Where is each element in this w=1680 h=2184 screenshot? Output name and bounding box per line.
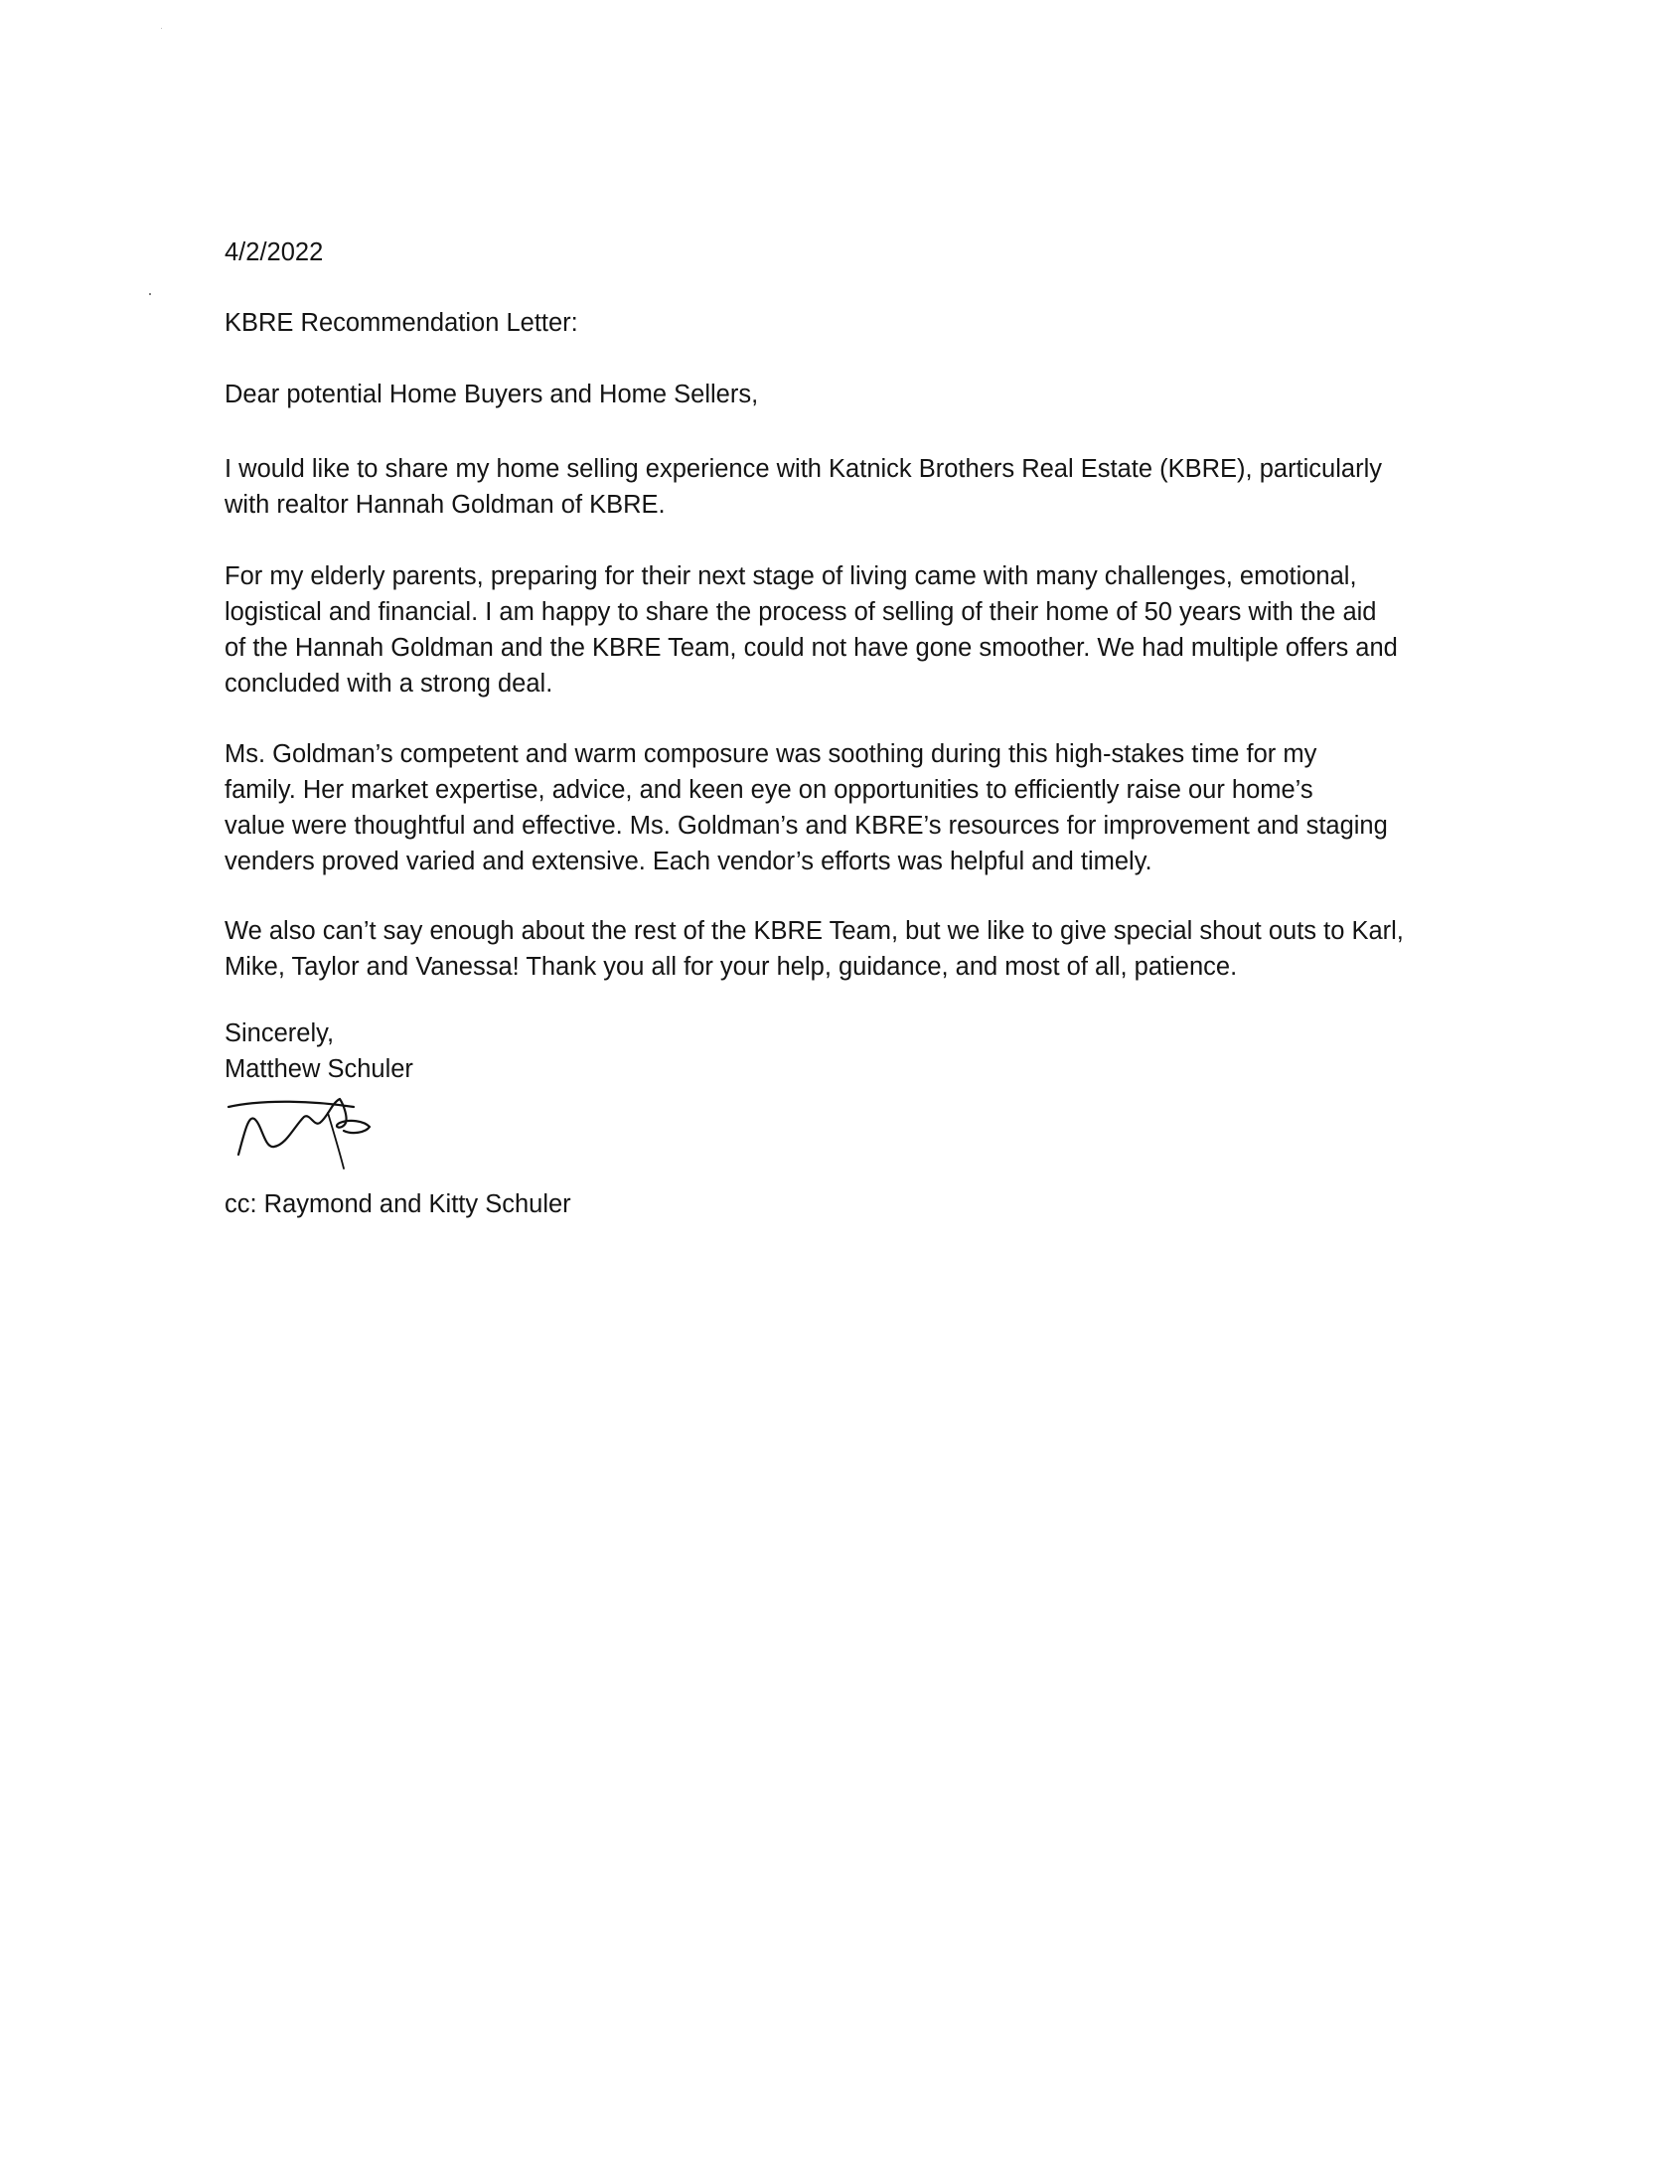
paragraph-line: Mike, Taylor and Vanessa! Thank you all for your help, guidance, and most of all, patience. [225, 953, 1238, 981]
paragraph-1 [225, 451, 1382, 523]
cc-line: cc: Raymond and Kitty Schuler [225, 1190, 571, 1218]
paragraph-line: value were thoughtful and effective. Ms. Goldman’s and KBRE’s resources for improvement and staging [225, 812, 1388, 840]
paragraph-line: Ms. Goldman’s competent and warm composure was soothing during this high-stakes time for my [225, 740, 1317, 768]
signer-name: Matthew Schuler [225, 1055, 413, 1083]
letter-subject: KBRE Recommendation Letter: [225, 309, 578, 337]
paragraph-line: family. Her market expertise, advice, and keen eye on opportunities to efficiently raise our home’s [225, 776, 1313, 804]
paragraph-3 [225, 736, 1388, 879]
paragraph-line: We also can’t say enough about the rest of the KBRE Team, but we like to give special shout outs to Karl, [225, 917, 1404, 945]
letter-closing [225, 1015, 413, 1087]
letter-salutation: Dear potential Home Buyers and Home Sellers, [225, 381, 759, 408]
paragraph-4 [225, 913, 1404, 985]
paragraph-line: venders proved varied and extensive. Each vendor’s efforts was helpful and timely. [225, 848, 1152, 875]
letter-date: 4/2/2022 [225, 238, 324, 266]
scan-speck [149, 293, 151, 295]
closing-word: Sincerely, [225, 1019, 335, 1047]
paragraph-line: For my elderly parents, preparing for their next stage of living came with many challenges, emotional, [225, 562, 1357, 590]
handwritten-signature [225, 1093, 423, 1192]
scan-speck [161, 28, 162, 29]
paragraph-line: concluded with a strong deal. [225, 670, 553, 698]
paragraph-line: of the Hannah Goldman and the KBRE Team, could not have gone smoother. We had multiple offers and [225, 634, 1398, 662]
paragraph-2 [225, 558, 1398, 702]
paragraph-line: I would like to share my home selling experience with Katnick Brothers Real Estate (KBRE), particularly [225, 455, 1382, 483]
paragraph-line: with realtor Hannah Goldman of KBRE. [225, 491, 666, 519]
paragraph-line: logistical and financial. I am happy to share the process of selling of their home of 50 years with the aid [225, 598, 1377, 626]
